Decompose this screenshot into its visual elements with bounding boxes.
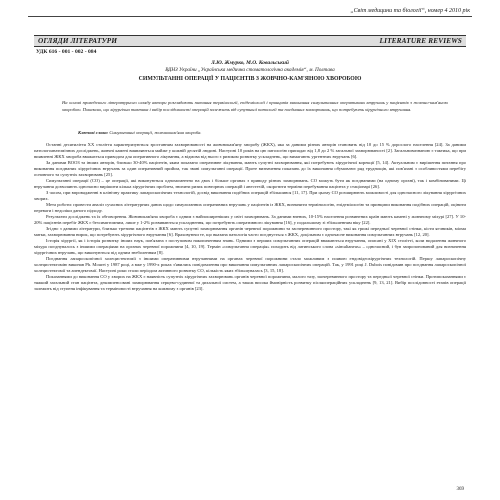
page-number: 369 — [456, 487, 464, 492]
body-paragraph: За даними ВООЗ та інших авторів, близько 30-40% пацієнтів, яким показано оперативне лікування, мають супутні захворювання, які потребують хірургічної корекції [5, 14]. Актуальним є вирішення питання про виконання поєднаних хірургічних втручань за один оперативний прийом, так звані симультанні операції. Проте визначення показань до їх виконання обумовлює ряд труднощів, які пов'язані з особливостями перебігу основного та супутніх захворювань [25]. — [34, 160, 466, 178]
article-abstract: На основі проведеного літературного огляду автори розглядають питання термінології, епідеміології і принципів виконання симультанних оперативних втручань у пацієнтів з жовчно-кам'яною хворобою. Показано, що хірургічна тактика і вибір послідовності операцій залежить від супутньої патології та поєднаних захворювань, що потребують хірургічного втручання. — [62, 100, 448, 113]
section-title-uk: ОГЛЯДИ ЛІТЕРАТУРИ — [38, 36, 118, 45]
section-banner — [34, 35, 466, 47]
keywords-text: Симультанні операції, жовчнокам'яна хвороба. — [109, 130, 202, 135]
article-keywords — [78, 130, 438, 135]
body-paragraph: Останні десятиліття XX століття характеризуються зростанням захворюваності на жовчнокам'яну хворобу (ЖКХ), яка за даними різних авторів становить від 10 до 15 % дорослого населення [24]. За даними патологоанатомічних досліджень, жовчні камені виявляються майже у кожній десятій людині. Наступні 10 років на цю патологію припадає від 1,8 до 2 % загальної захворюваності [2]. Загальновизнаною є тактика, що при виявленні ЖКХ хвороба вважається приводом для оперативного лікування, а відмова від нього є ризиком розвитку ускладнень, що вимагають ургентних втручань [6]. — [34, 142, 466, 160]
body-paragraph: Поєднання лапароскопічної холецистектомії з іншими оперативними втручаннями на органах черевної порожнини стало можливим з появою ендовідеохірургічних технологій. Першу лапароскопічну холецистектомію виконав Ph. Mouret у 1987 році, а вже у 1990-х роках з'явились повідомлення про виконання симультанних лапароскопічних операцій. Так, у 1991 році J. Dubois повідомив про поєднання лапароскопічної холецистектомії та апендектомії. Наступні роки стали періодом активного розвитку СО, кількість яких збільшувалась [3, 15, 18]. — [34, 256, 466, 274]
body-paragraph: Історія хірургії, як і історія розвитку інших наук, пов'язана з поступовим накопиченням знань. Одними з перших симультанних операцій вважаються втручання, описані у XIX столітті, коли видалення жовчного міхура поєднувалось з іншими операціями на органах черевної порожнини [4, 10, 19]. Термін «симультанна операція» походить від латинського слова «simultaneus» – одночасний, і був запропонований для визначення хірургічних втручань, що виконуються під одним знеболенням [8]. — [34, 238, 466, 256]
journal-header: „Світ медицини та біології“, номер 4 2010 рік — [350, 8, 470, 14]
section-title-en: LITERATURE REVIEWS — [379, 36, 462, 45]
body-paragraph: Мета роботи: провести аналіз сучасних літературних даних щодо симультанних оперативних втручань у пацієнтів із ЖКХ, визначити термінологію, епідеміологію та принципи виконання подібних операцій, оцінити переваги і недоліки даного підходу. — [34, 202, 466, 214]
body-paragraph: Згідно з даними літератури, близько третини пацієнтів з ЖКХ мають супутні захворювання органів черевної порожнини та заочеревинного простору, такі як грижі передньої черевної стінки, кісти яєчників, міома матки, захворювання нирок, що потребують хірургічного втручання [6]. Враховуючи те, що вказана патологія часто поєднується з ЖКХ, доцільним є одночасне виконання симультанних втручань [12, 20]. — [34, 226, 466, 238]
udc-code: УДК 616 - 001 - 002 - 084 — [36, 49, 97, 55]
body-paragraph: З часом, при впровадженні в клінічну практику лапароскопічних технологій, досвід виконання подібних операцій збільшився [11, 17]. При цьому СО розширюють можливості для одночасного лікування хірургічних хворих. — [34, 190, 466, 202]
article-title: СИМУЛЬТАННІ ОПЕРАЦІЇ У ПАЦІЄНТІВ З ЖОВЧНО-КАМ'ЯНОЮ ХВОРОБОЮ — [138, 76, 362, 82]
body-paragraph: Результати досліджень та їх обговорення. Жовчнокам'яна хвороба є одним з найпоширеніших у світі захворювань. За даними вчених, 10-15% населення розвинених країн мають камені у жовчному міхурі [27]. У 10-20% пацієнтів перебіг ЖКХ є безсимптомним, лише у 1-2% розвиваються ускладнення, що потребують оперативного лікування [16], у подальшому зі збільшенням віку [22]. — [34, 214, 466, 226]
keywords-label: Ключові слова: — [78, 130, 109, 135]
body-paragraph: Симультанні операції (СО) – це операції, які виконуються одномоментно на двох і більше органах з приводу різних захворювань. СО можуть бути як поєднаними (на одному органі), так і комбінованими. Ці втручання дозволяють одночасно вирішити кілька хірургічних проблем, знизити ризик повторних операцій і анестезій, скоротити терміни перебування пацієнта у стаціонарі [26]. — [34, 178, 466, 190]
article-authors: Л.Ю. Жмурко, М.О. Ковальський — [211, 60, 289, 66]
article-affiliation: ВДНЗ України „Українська медична стоматологічна академія“, м. Полтава — [165, 67, 335, 73]
header-rule — [28, 16, 472, 17]
body-paragraph: Показаннями до виконання СО у хворих на ЖКХ є наявність супутніх хірургічних захворювань органів черевної порожнини, малого тазу, заочеревинного простору та передньої черевної стінки. Протипоказаннями є тяжкий загальний стан пацієнта, декомпенсовані захворювання серцево-судинної та дихальної систем, а також висока ймовірність розвитку післяопераційних ускладнень [9, 13, 21]. Вибір послідовності етапів операції залежить від ступеня інфікування та терміновості втручання на кожному з органів [23]. — [34, 274, 466, 292]
article-body — [34, 142, 466, 292]
